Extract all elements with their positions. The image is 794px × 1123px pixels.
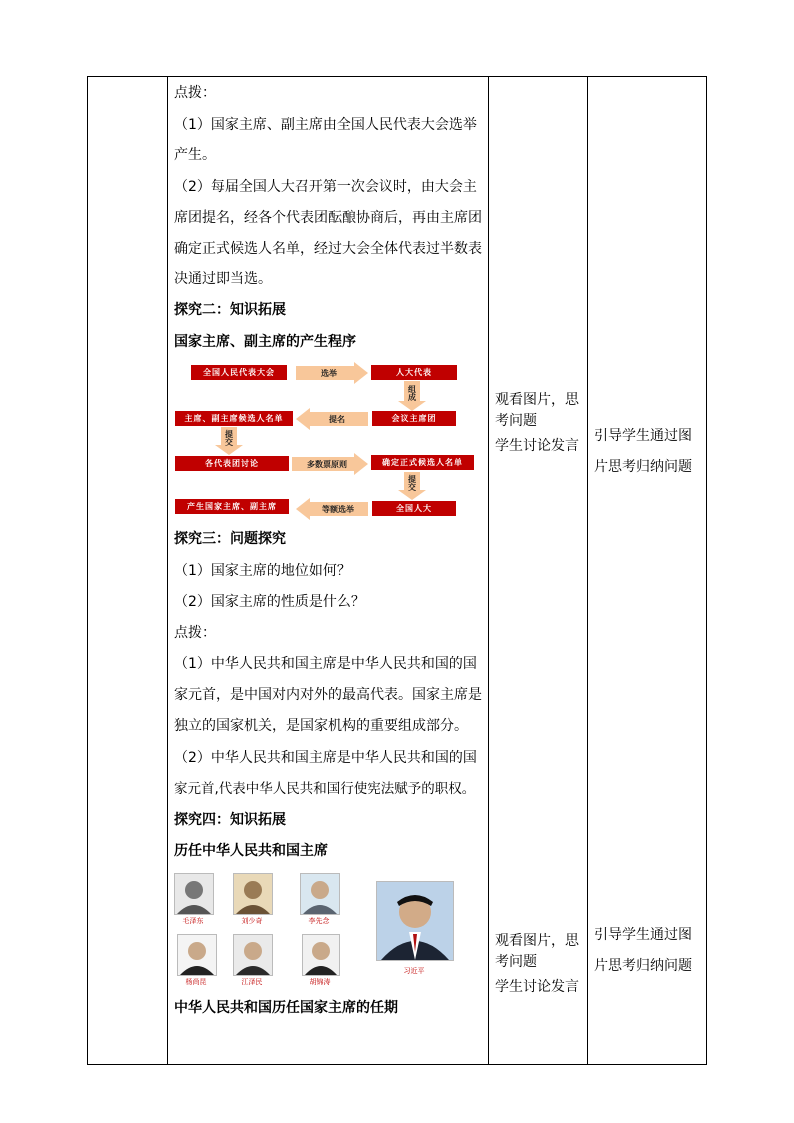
president-name-6: 胡锦涛	[309, 978, 331, 986]
flow-label-elect: 选举	[321, 368, 337, 378]
table-col-line-4	[587, 76, 588, 1065]
hint1-label: 点拨：	[174, 85, 216, 101]
portrait-4	[177, 934, 217, 976]
portrait-7	[376, 881, 454, 961]
portrait-1	[174, 873, 214, 915]
explore4-subtitle: 历任中华人民共和国主席	[174, 843, 328, 859]
explore4-title: 探究四：知识拓展	[174, 812, 286, 828]
activity-row1-line2: 考问题	[495, 413, 537, 429]
portrait-6	[302, 934, 340, 976]
person-silhouette-icon	[234, 935, 272, 975]
table-col-line-1	[87, 76, 88, 1065]
portrait-3	[300, 873, 340, 915]
hint2-p1-line3: 独立的国家机关，是国家机构的重要组成部分。	[174, 718, 468, 734]
question-2: （2）国家主席的性质是什么？	[174, 594, 365, 610]
hint1-p1-line2: 产生。	[174, 147, 216, 163]
table-col-line-5	[706, 76, 707, 1065]
flow-box-formal-list: 确定正式候选人名单	[371, 455, 474, 470]
president-name-4: 杨尚昆	[185, 978, 207, 986]
person-silhouette-icon	[175, 874, 213, 914]
flow-box-npc-deputies: 人大代表	[371, 365, 457, 380]
explore3-title: 探究三：问题探究	[174, 531, 286, 547]
hint2-p2-line1: （2）中华人民共和国主席是中华人民共和国的国	[174, 750, 477, 766]
table-col-line-2	[167, 76, 168, 1065]
intent-row1-line1: 引导学生通过图	[594, 428, 692, 444]
activity-row1-line3: 学生讨论发言	[495, 438, 579, 454]
president-name-7: 习近平	[403, 967, 425, 975]
flow-box-candidates: 主席、副主席候选人名单	[175, 411, 293, 426]
activity-row2-line3: 学生讨论发言	[495, 979, 579, 995]
hint1-p2-line1: （2）每届全国人大召开第一次会议时，由大会主	[174, 179, 477, 195]
president-name-3: 李先念	[308, 917, 330, 925]
portrait-5	[233, 934, 273, 976]
flow-box-full-npc: 全国人大	[372, 501, 456, 516]
flow-label-submit1: 提交	[224, 430, 234, 446]
person-silhouette-icon	[178, 935, 216, 975]
activity-row1-line1: 观看图片，思	[495, 392, 579, 408]
person-silhouette-icon	[301, 874, 339, 914]
tenure-title: 中华人民共和国历任国家主席的任期	[174, 1000, 398, 1016]
portrait-2	[233, 873, 273, 915]
person-silhouette-icon	[234, 874, 272, 914]
flow-label-majority: 多数票原则	[307, 459, 347, 469]
intent-row2-line1: 引导学生通过图	[594, 927, 692, 943]
president-name-1: 毛泽东	[182, 917, 204, 925]
hint2-p1-line2: 家元首，是中国对内对外的最高代表。国家主席是	[174, 687, 482, 703]
hint2-p2-line2: 家元首,代表中华人民共和国行使宪法赋予的职权。	[174, 781, 476, 797]
activity-row2-line2: 考问题	[495, 954, 537, 970]
person-silhouette-icon	[377, 882, 453, 960]
flow-label-equal-election: 等额选举	[322, 504, 354, 514]
flow-label-compose: 组成	[407, 385, 417, 401]
explore2-title: 探究二：知识拓展	[174, 302, 286, 318]
hint1-p2-line2: 席团提名，经各个代表团酝酿协商后，再由主席团	[174, 210, 482, 226]
president-name-5: 江泽民	[241, 978, 263, 986]
person-silhouette-icon	[303, 935, 339, 975]
explore2-subtitle: 国家主席、副主席的产生程序	[174, 334, 356, 350]
hint1-p2-line4: 决通过即当选。	[174, 271, 272, 287]
intent-row1-line2: 片思考归纳问题	[594, 459, 692, 475]
question-1: （1）国家主席的地位如何？	[174, 563, 351, 579]
intent-row2-line2: 片思考归纳问题	[594, 958, 692, 974]
flow-box-npc-congress: 全国人民代表大会	[191, 365, 287, 380]
table-bottom-border	[87, 1064, 707, 1065]
flow-label-nominate: 提名	[329, 414, 345, 424]
hint1-p2-line3: 确定正式候选人名单，经过大会全体代表过半数表	[174, 241, 482, 257]
president-name-2: 刘少奇	[241, 917, 263, 925]
table-top-border	[87, 76, 707, 77]
hint1-p1-line1: （1）国家主席、副主席由全国人民代表大会选举	[174, 117, 477, 133]
flow-box-presidium: 会议主席团	[372, 411, 456, 426]
flow-label-submit2: 提交	[407, 475, 417, 491]
flow-box-delegations: 各代表团讨论	[175, 456, 289, 471]
hint2-label: 点拨：	[174, 625, 216, 641]
activity-row2-line1: 观看图片，思	[495, 933, 579, 949]
flow-box-produce: 产生国家主席、副主席	[175, 499, 289, 514]
hint2-p1-line1: （1）中华人民共和国主席是中华人民共和国的国	[174, 656, 477, 672]
table-col-line-3	[488, 76, 489, 1065]
